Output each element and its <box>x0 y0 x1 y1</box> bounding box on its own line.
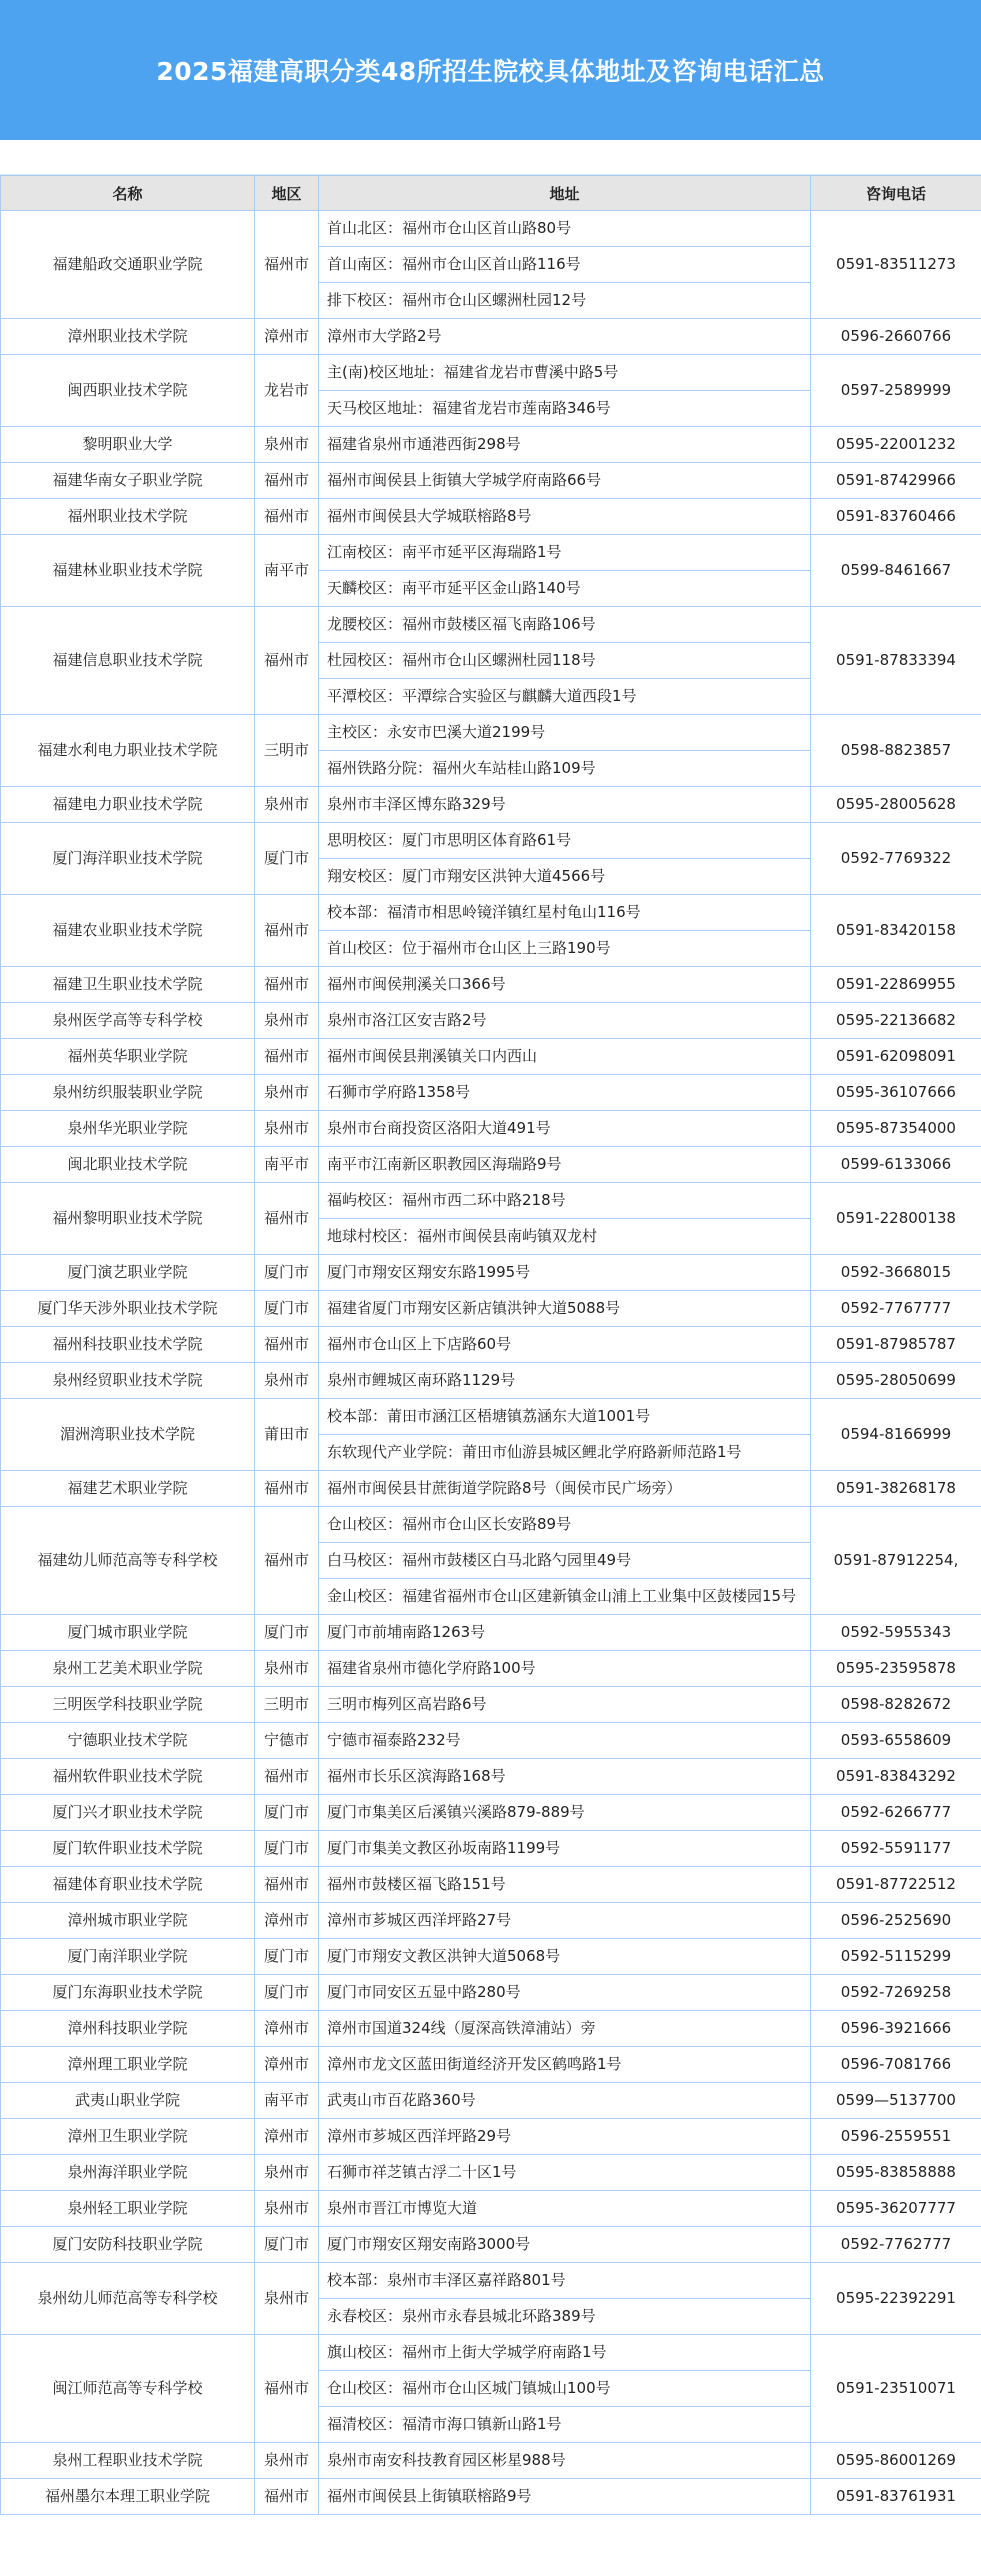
region-cell: 福州市 <box>255 211 319 319</box>
region-cell: 莆田市 <box>255 1399 319 1471</box>
phone-cell: 0594-8166999 <box>811 1399 981 1471</box>
region-cell: 福州市 <box>255 1183 319 1255</box>
address-cell: 漳州市芗城区西洋坪路27号 <box>319 1903 811 1939</box>
table-row <box>1 1147 981 1183</box>
table-header-row <box>1 176 981 211</box>
phone-cell: 0591-83420158 <box>811 895 981 967</box>
address-cell: 福州市闽侯县荆溪镇关口内西山 <box>319 1039 811 1075</box>
table-row <box>1 2083 981 2119</box>
school-name-cell: 泉州工艺美术职业学院 <box>1 1651 255 1687</box>
table-row <box>1 211 981 247</box>
address-cell: 福州市仓山区上下店路60号 <box>319 1327 811 1363</box>
table-row <box>1 895 981 931</box>
region-cell: 漳州市 <box>255 1903 319 1939</box>
school-name-cell: 厦门华天涉外职业技术学院 <box>1 1291 255 1327</box>
phone-cell: 0591-23510071 <box>811 2335 981 2443</box>
address-cell: 福州市闽侯县上街镇联榕路9号 <box>319 2479 811 2515</box>
table-row <box>1 2335 981 2371</box>
phone-cell: 0595-22001232 <box>811 427 981 463</box>
table-row <box>1 715 981 751</box>
region-cell: 三明市 <box>255 715 319 787</box>
table-row <box>1 499 981 535</box>
address-cell: 厦门市同安区五显中路280号 <box>319 1975 811 2011</box>
phone-cell: 0598-8823857 <box>811 715 981 787</box>
phone-cell: 0592-7269258 <box>811 1975 981 2011</box>
table-row <box>1 1831 981 1867</box>
phone-cell: 0592-7769322 <box>811 823 981 895</box>
school-name-cell: 漳州理工职业学院 <box>1 2047 255 2083</box>
address-cell: 江南校区：南平市延平区海瑞路1号 <box>319 535 811 571</box>
table-row <box>1 1363 981 1399</box>
address-cell: 泉州市鲤城区南环路1129号 <box>319 1363 811 1399</box>
address-cell: 东软现代产业学院：莆田市仙游县城区鲤北学府路新师范路1号 <box>319 1435 811 1471</box>
phone-cell: 0592-5115299 <box>811 1939 981 1975</box>
table-row <box>1 1327 981 1363</box>
region-cell: 南平市 <box>255 535 319 607</box>
school-name-cell: 黎明职业大学 <box>1 427 255 463</box>
phone-cell: 0593-6558609 <box>811 1723 981 1759</box>
table-row <box>1 1255 981 1291</box>
address-cell: 福州市闽侯荆溪关口366号 <box>319 967 811 1003</box>
table-row <box>1 319 981 355</box>
column-header-name: 名称 <box>1 176 255 211</box>
school-name-cell: 福建电力职业技术学院 <box>1 787 255 823</box>
region-cell: 漳州市 <box>255 2119 319 2155</box>
column-header-region: 地区 <box>255 176 319 211</box>
address-cell: 福建省厦门市翔安区新店镇洪钟大道5088号 <box>319 1291 811 1327</box>
column-header-phone: 咨询电话 <box>811 176 981 211</box>
table-row <box>1 1867 981 1903</box>
school-name-cell: 三明医学科技职业学院 <box>1 1687 255 1723</box>
table-row <box>1 427 981 463</box>
address-cell: 漳州市国道324线（厦深高铁漳浦站）旁 <box>319 2011 811 2047</box>
address-cell: 校本部：福清市相思岭镜洋镇红星村龟山116号 <box>319 895 811 931</box>
phone-cell: 0595-83858888 <box>811 2155 981 2191</box>
region-cell: 福州市 <box>255 967 319 1003</box>
school-name-cell: 福建幼儿师范高等专科学校 <box>1 1507 255 1615</box>
phone-cell: 0591-87429966 <box>811 463 981 499</box>
address-cell: 天麟校区：南平市延平区金山路140号 <box>319 571 811 607</box>
table-body <box>1 211 981 2515</box>
school-name-cell: 漳州城市职业学院 <box>1 1903 255 1939</box>
address-cell: 龙腰校区：福州市鼓楼区福飞南路106号 <box>319 607 811 643</box>
address-cell: 漳州市龙文区蓝田街道经济开发区鹤鸣路1号 <box>319 2047 811 2083</box>
address-cell: 思明校区：厦门市思明区体育路61号 <box>319 823 811 859</box>
phone-cell: 0595-36207777 <box>811 2191 981 2227</box>
address-cell: 金山校区：福建省福州市仓山区建新镇金山浦上工业集中区鼓楼园15号 <box>319 1579 811 1615</box>
region-cell: 厦门市 <box>255 1975 319 2011</box>
phone-cell: 0591-38268178 <box>811 1471 981 1507</box>
region-cell: 厦门市 <box>255 1255 319 1291</box>
address-cell: 泉州市南安科技教育园区彬星988号 <box>319 2443 811 2479</box>
table-row <box>1 1723 981 1759</box>
region-cell: 南平市 <box>255 1147 319 1183</box>
address-cell: 地球村校区：福州市闽侯县南屿镇双龙村 <box>319 1219 811 1255</box>
table-row <box>1 355 981 391</box>
school-name-cell: 福建体育职业技术学院 <box>1 1867 255 1903</box>
address-cell: 翔安校区：厦门市翔安区洪钟大道4566号 <box>319 859 811 895</box>
region-cell: 厦门市 <box>255 1939 319 1975</box>
phone-cell: 0599—5137700 <box>811 2083 981 2119</box>
phone-cell: 0592-7767777 <box>811 1291 981 1327</box>
table-row <box>1 2047 981 2083</box>
address-cell: 福州市闽侯县甘蔗街道学院路8号（闽侯市民广场旁） <box>319 1471 811 1507</box>
phone-cell: 0592-5591177 <box>811 1831 981 1867</box>
region-cell: 福州市 <box>255 463 319 499</box>
phone-cell: 0591-87912254, <box>811 1507 981 1615</box>
school-name-cell: 漳州卫生职业学院 <box>1 2119 255 2155</box>
school-name-cell: 漳州职业技术学院 <box>1 319 255 355</box>
phone-cell: 0595-87354000 <box>811 1111 981 1147</box>
school-name-cell: 福建华南女子职业学院 <box>1 463 255 499</box>
school-name-cell: 闽西职业技术学院 <box>1 355 255 427</box>
school-name-cell: 厦门东海职业技术学院 <box>1 1975 255 2011</box>
school-name-cell: 福州英华职业学院 <box>1 1039 255 1075</box>
phone-cell: 0597-2589999 <box>811 355 981 427</box>
address-cell: 漳州市大学路2号 <box>319 319 811 355</box>
table-row <box>1 2011 981 2047</box>
table-row <box>1 823 981 859</box>
page-header <box>0 0 981 140</box>
table-row <box>1 2155 981 2191</box>
phone-cell: 0595-22136682 <box>811 1003 981 1039</box>
school-name-cell: 泉州幼儿师范高等专科学校 <box>1 2263 255 2335</box>
address-cell: 福州市长乐区滨海路168号 <box>319 1759 811 1795</box>
school-name-cell: 闽江师范高等专科学校 <box>1 2335 255 2443</box>
address-cell: 永春校区：泉州市永春县城北环路389号 <box>319 2299 811 2335</box>
address-cell: 首山南区：福州市仓山区首山路116号 <box>319 247 811 283</box>
phone-cell: 0595-23595878 <box>811 1651 981 1687</box>
phone-cell: 0591-87722512 <box>811 1867 981 1903</box>
table-row <box>1 1291 981 1327</box>
phone-cell: 0598-8282672 <box>811 1687 981 1723</box>
school-name-cell: 福建林业职业技术学院 <box>1 535 255 607</box>
phone-cell: 0599-6133066 <box>811 1147 981 1183</box>
address-cell: 校本部：莆田市涵江区梧塘镇荔涵东大道1001号 <box>319 1399 811 1435</box>
school-name-cell: 福州墨尔本理工职业学院 <box>1 2479 255 2515</box>
table-row <box>1 2479 981 2515</box>
region-cell: 厦门市 <box>255 1831 319 1867</box>
region-cell: 福州市 <box>255 1327 319 1363</box>
table-row <box>1 1471 981 1507</box>
address-cell: 福清校区：福清市海口镇新山路1号 <box>319 2407 811 2443</box>
address-cell: 泉州市晋江市博览大道 <box>319 2191 811 2227</box>
address-cell: 福州市闽侯县大学城联榕路8号 <box>319 499 811 535</box>
address-cell: 厦门市翔安区翔安南路3000号 <box>319 2227 811 2263</box>
table-row <box>1 1759 981 1795</box>
region-cell: 厦门市 <box>255 1615 319 1651</box>
table-row <box>1 1039 981 1075</box>
address-cell: 南平市江南新区职教园区海瑞路9号 <box>319 1147 811 1183</box>
school-name-cell: 厦门城市职业学院 <box>1 1615 255 1651</box>
region-cell: 漳州市 <box>255 2047 319 2083</box>
region-cell: 福州市 <box>255 607 319 715</box>
school-name-cell: 泉州华光职业学院 <box>1 1111 255 1147</box>
phone-cell: 0595-22392291 <box>811 2263 981 2335</box>
address-cell: 泉州市洛江区安吉路2号 <box>319 1003 811 1039</box>
phone-cell: 0596-7081766 <box>811 2047 981 2083</box>
address-cell: 福屿校区：福州市西二环中路218号 <box>319 1183 811 1219</box>
table-row <box>1 1507 981 1543</box>
school-name-cell: 厦门兴才职业技术学院 <box>1 1795 255 1831</box>
region-cell: 福州市 <box>255 2479 319 2515</box>
address-cell: 仓山校区：福州市仓山区长安路89号 <box>319 1507 811 1543</box>
table-row <box>1 2119 981 2155</box>
page-title: 2025福建高职分类48所招生院校具体地址及咨询电话汇总 <box>156 57 825 86</box>
phone-cell: 0592-3668015 <box>811 1255 981 1291</box>
school-name-cell: 福建信息职业技术学院 <box>1 607 255 715</box>
school-name-cell: 福州职业技术学院 <box>1 499 255 535</box>
phone-cell: 0591-83843292 <box>811 1759 981 1795</box>
address-cell: 排下校区：福州市仓山区螺洲杜园12号 <box>319 283 811 319</box>
address-cell: 主校区：永安市巴溪大道2199号 <box>319 715 811 751</box>
table-row <box>1 1795 981 1831</box>
region-cell: 三明市 <box>255 1687 319 1723</box>
school-name-cell: 泉州纺织服装职业学院 <box>1 1075 255 1111</box>
phone-cell: 0599-8461667 <box>811 535 981 607</box>
region-cell: 福州市 <box>255 1867 319 1903</box>
column-header-address: 地址 <box>319 176 811 211</box>
address-cell: 厦门市集美文教区孙坂南路1199号 <box>319 1831 811 1867</box>
table-row <box>1 1975 981 2011</box>
region-cell: 福州市 <box>255 499 319 535</box>
region-cell: 南平市 <box>255 2083 319 2119</box>
phone-cell: 0591-87985787 <box>811 1327 981 1363</box>
phone-cell: 0595-28050699 <box>811 1363 981 1399</box>
school-name-cell: 厦门软件职业技术学院 <box>1 1831 255 1867</box>
school-name-cell: 福州科技职业技术学院 <box>1 1327 255 1363</box>
phone-cell: 0596-2559551 <box>811 2119 981 2155</box>
school-name-cell: 福建水利电力职业技术学院 <box>1 715 255 787</box>
region-cell: 宁德市 <box>255 1723 319 1759</box>
table-row <box>1 607 981 643</box>
address-cell: 泉州市丰泽区博东路329号 <box>319 787 811 823</box>
address-cell: 厦门市前埔南路1263号 <box>319 1615 811 1651</box>
school-name-cell: 厦门海洋职业技术学院 <box>1 823 255 895</box>
table-row <box>1 1183 981 1219</box>
table-row <box>1 1111 981 1147</box>
region-cell: 泉州市 <box>255 2155 319 2191</box>
address-cell: 福州市鼓楼区福飞路151号 <box>319 1867 811 1903</box>
region-cell: 厦门市 <box>255 1291 319 1327</box>
region-cell: 泉州市 <box>255 427 319 463</box>
phone-cell: 0592-6266777 <box>811 1795 981 1831</box>
address-cell: 漳州市芗城区西洋坪路29号 <box>319 2119 811 2155</box>
address-cell: 天马校区地址：福建省龙岩市莲南路346号 <box>319 391 811 427</box>
phone-cell: 0591-87833394 <box>811 607 981 715</box>
address-cell: 福建省泉州市通港西街298号 <box>319 427 811 463</box>
region-cell: 福州市 <box>255 1507 319 1615</box>
region-cell: 泉州市 <box>255 2263 319 2335</box>
address-cell: 宁德市福泰路232号 <box>319 1723 811 1759</box>
phone-cell: 0591-83511273 <box>811 211 981 319</box>
school-name-cell: 厦门南洋职业学院 <box>1 1939 255 1975</box>
table-row <box>1 967 981 1003</box>
table-row <box>1 1687 981 1723</box>
school-name-cell: 漳州科技职业学院 <box>1 2011 255 2047</box>
region-cell: 福州市 <box>255 1471 319 1507</box>
region-cell: 龙岩市 <box>255 355 319 427</box>
phone-cell: 0591-83760466 <box>811 499 981 535</box>
address-cell: 首山北区：福州市仓山区首山路80号 <box>319 211 811 247</box>
school-name-cell: 泉州医学高等专科学校 <box>1 1003 255 1039</box>
table-row <box>1 535 981 571</box>
school-name-cell: 厦门演艺职业学院 <box>1 1255 255 1291</box>
region-cell: 泉州市 <box>255 1003 319 1039</box>
table-row <box>1 1615 981 1651</box>
region-cell: 泉州市 <box>255 2191 319 2227</box>
phone-cell: 0591-22869955 <box>811 967 981 1003</box>
address-cell: 福州市闽侯县上街镇大学城学府南路66号 <box>319 463 811 499</box>
region-cell: 泉州市 <box>255 787 319 823</box>
address-cell: 石狮市学府路1358号 <box>319 1075 811 1111</box>
region-cell: 泉州市 <box>255 1075 319 1111</box>
address-cell: 首山校区：位于福州市仓山区上三路190号 <box>319 931 811 967</box>
address-cell: 厦门市翔安区翔安东路1995号 <box>319 1255 811 1291</box>
table-row <box>1 2263 981 2299</box>
address-cell: 福州铁路分院：福州火车站桂山路109号 <box>319 751 811 787</box>
address-cell: 武夷山市百花路360号 <box>319 2083 811 2119</box>
region-cell: 厦门市 <box>255 2227 319 2263</box>
phone-cell: 0591-83761931 <box>811 2479 981 2515</box>
address-cell: 厦门市集美区后溪镇兴溪路879-889号 <box>319 1795 811 1831</box>
address-cell: 主(南)校区地址：福建省龙岩市曹溪中路5号 <box>319 355 811 391</box>
phone-cell: 0595-86001269 <box>811 2443 981 2479</box>
region-cell: 漳州市 <box>255 2011 319 2047</box>
school-name-cell: 闽北职业技术学院 <box>1 1147 255 1183</box>
table-row <box>1 1399 981 1435</box>
address-cell: 福建省泉州市德化学府路100号 <box>319 1651 811 1687</box>
table-row <box>1 463 981 499</box>
table-row <box>1 1939 981 1975</box>
school-name-cell: 泉州海洋职业学院 <box>1 2155 255 2191</box>
school-name-cell: 福建农业职业技术学院 <box>1 895 255 967</box>
region-cell: 泉州市 <box>255 1651 319 1687</box>
phone-cell: 0591-62098091 <box>811 1039 981 1075</box>
school-name-cell: 福建船政交通职业学院 <box>1 211 255 319</box>
school-name-cell: 泉州工程职业技术学院 <box>1 2443 255 2479</box>
address-cell: 泉州市台商投资区洛阳大道491号 <box>319 1111 811 1147</box>
phone-cell: 0591-22800138 <box>811 1183 981 1255</box>
address-cell: 旗山校区：福州市上街大学城学府南路1号 <box>319 2335 811 2371</box>
region-cell: 泉州市 <box>255 1363 319 1399</box>
phone-cell: 0596-2525690 <box>811 1903 981 1939</box>
address-cell: 校本部：泉州市丰泽区嘉祥路801号 <box>319 2263 811 2299</box>
school-name-cell: 宁德职业技术学院 <box>1 1723 255 1759</box>
header-spacer <box>0 140 981 175</box>
address-cell: 厦门市翔安文教区洪钟大道5068号 <box>319 1939 811 1975</box>
school-name-cell: 湄洲湾职业技术学院 <box>1 1399 255 1471</box>
school-table <box>0 175 981 2515</box>
region-cell: 泉州市 <box>255 2443 319 2479</box>
table-row <box>1 1651 981 1687</box>
school-name-cell: 武夷山职业学院 <box>1 2083 255 2119</box>
address-cell: 仓山校区：福州市仓山区城门镇城山100号 <box>319 2371 811 2407</box>
region-cell: 厦门市 <box>255 1795 319 1831</box>
phone-cell: 0596-2660766 <box>811 319 981 355</box>
table-row <box>1 2443 981 2479</box>
school-name-cell: 福建艺术职业学院 <box>1 1471 255 1507</box>
phone-cell: 0592-5955343 <box>811 1615 981 1651</box>
phone-cell: 0595-28005628 <box>811 787 981 823</box>
region-cell: 福州市 <box>255 2335 319 2443</box>
school-name-cell: 福建卫生职业技术学院 <box>1 967 255 1003</box>
table-row <box>1 1003 981 1039</box>
phone-cell: 0592-7762777 <box>811 2227 981 2263</box>
address-cell: 平潭校区：平潭综合实验区与麒麟大道西段1号 <box>319 679 811 715</box>
table-row <box>1 2227 981 2263</box>
table-row <box>1 2191 981 2227</box>
school-name-cell: 泉州经贸职业技术学院 <box>1 1363 255 1399</box>
address-cell: 石狮市祥芝镇古浮二十区1号 <box>319 2155 811 2191</box>
region-cell: 漳州市 <box>255 319 319 355</box>
address-cell: 三明市梅列区高岩路6号 <box>319 1687 811 1723</box>
region-cell: 福州市 <box>255 1039 319 1075</box>
region-cell: 泉州市 <box>255 1111 319 1147</box>
school-name-cell: 福州黎明职业技术学院 <box>1 1183 255 1255</box>
school-name-cell: 泉州轻工职业学院 <box>1 2191 255 2227</box>
region-cell: 厦门市 <box>255 823 319 895</box>
table-row <box>1 1075 981 1111</box>
address-cell: 白马校区：福州市鼓楼区白马北路勺园里49号 <box>319 1543 811 1579</box>
table-row <box>1 787 981 823</box>
table-row <box>1 1903 981 1939</box>
phone-cell: 0595-36107666 <box>811 1075 981 1111</box>
phone-cell: 0596-3921666 <box>811 2011 981 2047</box>
region-cell: 福州市 <box>255 895 319 967</box>
school-name-cell: 厦门安防科技职业学院 <box>1 2227 255 2263</box>
address-cell: 杜园校区：福州市仓山区螺洲杜园118号 <box>319 643 811 679</box>
school-name-cell: 福州软件职业技术学院 <box>1 1759 255 1795</box>
region-cell: 福州市 <box>255 1759 319 1795</box>
